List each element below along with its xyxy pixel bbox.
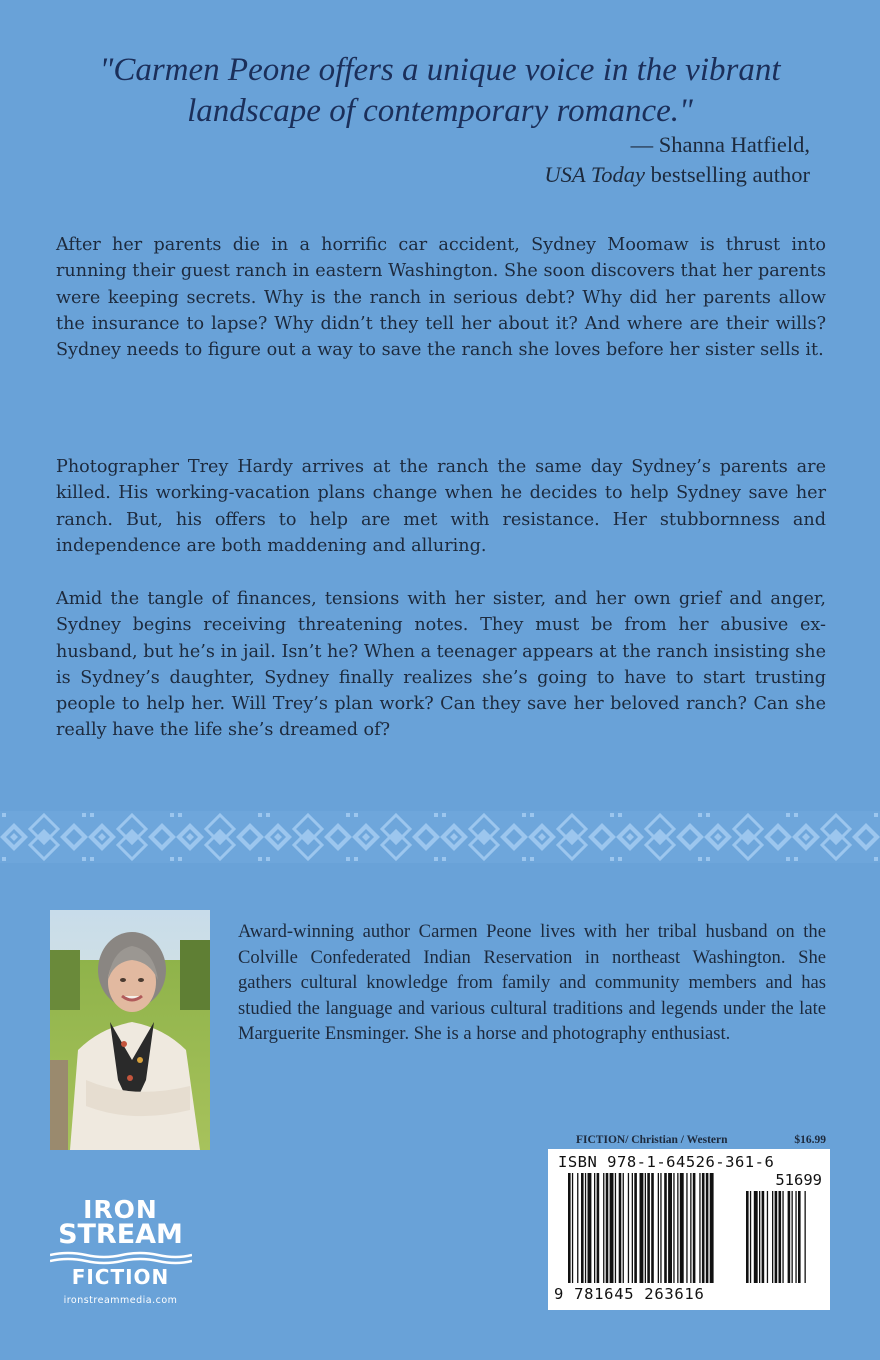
attribution-publication: USA Today: [544, 162, 646, 187]
isbn-barcode: [548, 1149, 830, 1310]
quote-attribution: [390, 130, 810, 190]
barcode-digits: 9 781645 263616: [554, 1285, 705, 1303]
author-photo: [50, 910, 210, 1150]
publisher-logo-line-2: STREAM: [58, 1219, 183, 1250]
price-code: 51699: [775, 1171, 822, 1189]
blurb-paragraph-3: Amid the tangle of finances, tensions with her sister, and her own grief and anger, Sydney begins receiving threatening notes. They must be from her abusive ex-husband, but he’s in jail. Isn’t he? When a teenager appears at the ranch insisting she is Sydney’s daughter, Sydney finally realizes she’s going to have to start trusting people to help her. Will Trey’s plan work? Can they save her beloved ranch? Can she really have the life she’s dreamed of?: [56, 589, 826, 741]
blurb-paragraph-1: After her parents die in a horrific car accident, Sydney Moomaw is thrust into running their guest ranch in eastern Washington. She soon discovers that her parents were keeping secrets. Why is the ranch in serious debt? Why did her parents allow the insurance to lapse? Why didn’t they tell her about it? And where are their wills? Sydney needs to figure out a way to save the ranch she loves before her sister sells it.: [56, 235, 826, 361]
decorative-pattern-band: [0, 811, 880, 863]
attribution-role: bestselling author: [645, 162, 810, 187]
publisher-logo-line-1: IRON: [83, 1195, 158, 1224]
quote-line-1: "Carmen Peone offers a unique voice in the vibrant: [99, 52, 781, 88]
waves-icon: [50, 1251, 192, 1265]
quote-line-2: landscape of contemporary romance.": [187, 93, 693, 129]
endorsement-quote: [40, 50, 840, 132]
publisher-logo-line-3: FICTION: [71, 1265, 170, 1289]
publisher-url: ironstreammedia.com: [63, 1295, 178, 1306]
price: $16.99: [794, 1134, 826, 1146]
blurb-paragraph-2: Photographer Trey Hardy arrives at the ranch the same day Sydney’s parents are killed. His working-vacation plans change when he decides to help Sydney save her ranch. But, his offers to help are met with resistance. Her stubbornness and independence are both maddening and alluring.: [56, 457, 826, 556]
isbn-label: ISBN 978-1-64526-361-6: [558, 1153, 775, 1171]
publisher-logo: [48, 1195, 198, 1315]
bisac-category: FICTION/ Christian / Western: [576, 1134, 728, 1146]
attribution-name: — Shanna Hatfield,: [630, 132, 810, 157]
author-bio: Award-winning author Carmen Peone lives with her tribal husband on the Colville Confederated Indian Reservation in northeast Washington. She gathers cultural knowledge from family and community members and has studied the language and various cultural traditions and legends under the late Marguerite Ensminger. She is a horse and photography enthusiast.: [238, 921, 826, 1044]
